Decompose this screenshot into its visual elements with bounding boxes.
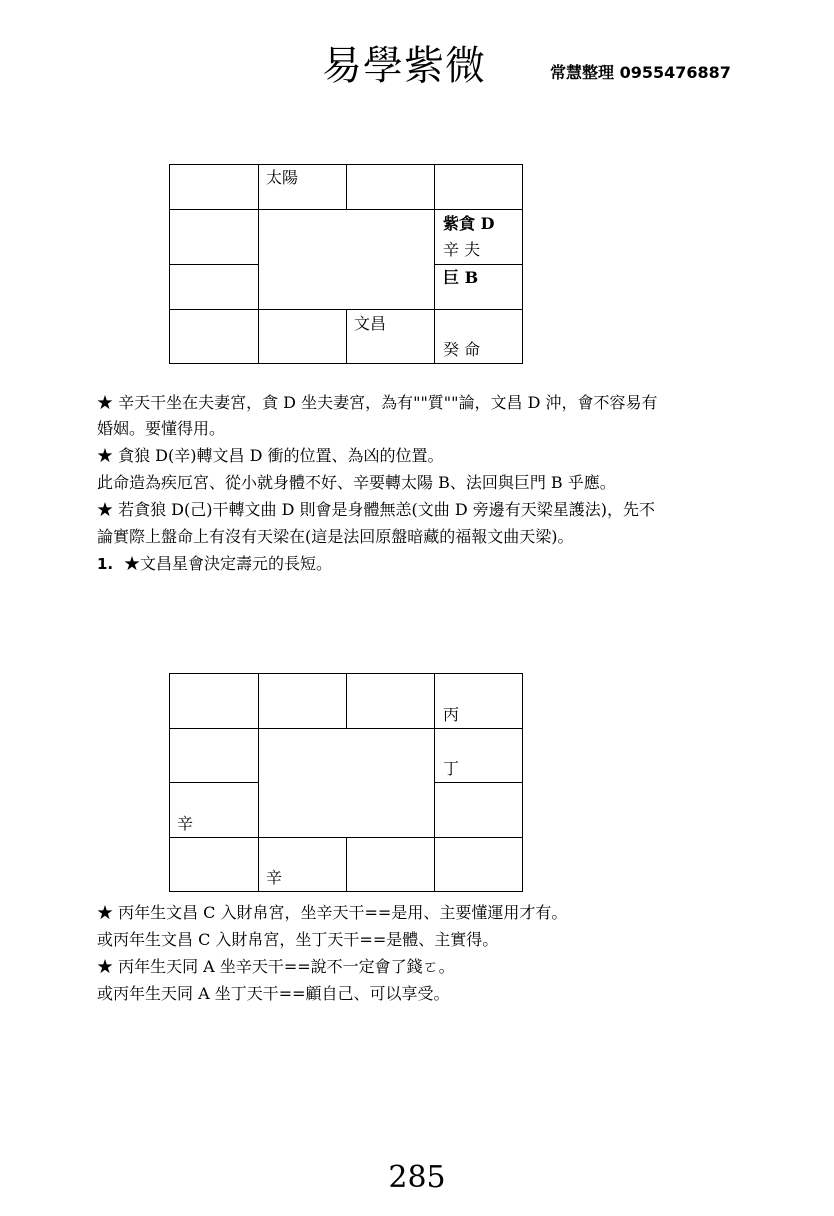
chart-cell [258,309,347,364]
chart-cell [346,164,435,210]
text-line: ★ 丙年生文昌 C 入財帛宮，坐辛天干==是用、主要懂運用才有。 [97,903,568,922]
chart-cell [169,164,259,210]
chart-cell [169,673,259,729]
chart-cell [434,782,523,838]
list-item-text: ★文昌星會決定壽元的長短。 [124,554,333,573]
chart-label-xin-left: 辛 [177,814,194,833]
chart-cell [346,837,435,892]
chart-center [258,209,435,310]
chart-cell [169,264,259,310]
astrology-chart-2 [169,673,523,892]
chart-cell [169,209,259,265]
chart-cell [258,673,347,729]
chart-cell [169,309,259,364]
text-line: ★ 丙年生天同 A 坐辛天干==說不一定會了錢ㄛ。 [97,957,455,976]
text-line: ★ 貪狼 D(辛)轉文昌 D 衝的位置、為凶的位置。 [97,446,444,465]
text-line: ★ 辛天干坐在夫妻宮，貪 D 坐夫妻宮，為有""質""論，文昌 D 沖，會不容易有 [97,393,658,412]
text-line: ★ 若貪狼 D(己)干轉文曲 D 則會是身體無恙(文曲 D 旁邊有天梁星護法)，先不 [97,500,655,519]
text-line: 婚姻。要懂得用。 [97,419,226,438]
text-line: 或丙年生天同 A 坐丁天干==顧自己、可以享受。 [97,984,450,1003]
chart-label-wenchang: 文昌 [354,314,387,333]
chart-label-ding: 丁 [443,759,460,778]
chart-label-guiming: 癸 命 [443,340,481,359]
chart-label-xin-bottom: 辛 [266,868,283,887]
chart-cell [434,837,523,892]
page-title: 易學紫微 [322,43,486,89]
chart-label-ju: 巨 B [443,268,479,287]
text-line: 此命造為疾厄宮、從小就身體不好、辛要轉太陽 B、法回與巨門 B 乎應。 [97,473,616,492]
chart-label-zitan: 紫貪 D [443,214,495,233]
list-item-number: 1. [97,555,114,573]
chart-label-xinfu: 辛 夫 [443,240,481,259]
chart-center [258,728,435,838]
astrology-chart-1 [169,164,523,364]
author-contact: 常慧整理 0955476887 [550,63,731,82]
text-line: 或丙年生文昌 C 入財帛宮，坐丁天干==是體、主實得。 [97,930,499,949]
text-line: 論實際上盤命上有沒有天梁在(這是法回原盤暗藏的福報文曲天梁)。 [97,527,574,546]
chart-cell [169,728,259,783]
chart-label-taiyang: 太陽 [266,168,299,187]
chart-label-bing: 丙 [443,705,460,724]
chart-cell [169,837,259,892]
chart-cell [346,673,435,729]
chart-cell [434,164,523,210]
page-number: 285 [388,1160,446,1195]
